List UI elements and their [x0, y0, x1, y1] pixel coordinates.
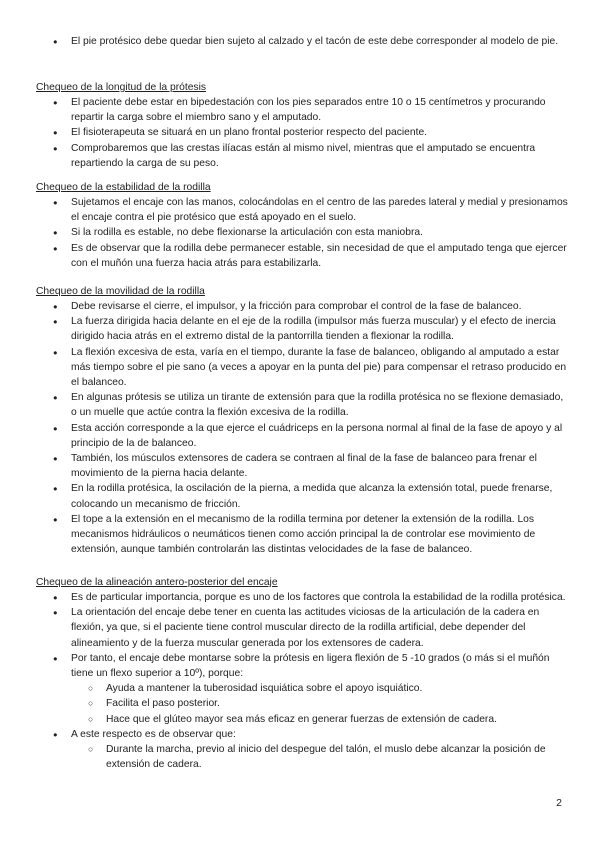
list-item: ● La flexión excesiva de esta, varía en el tiempo, durante la fase de balanceo, obligando al amputado a estar más tiempo sobre el pie sano (a veces a apoyar en la punta del pie) para compensar el retraso producido en el balanceo.: [0, 345, 600, 391]
list-item: ● También, los músculos extensores de cadera se contraen al final de la fase de balanceo para frenar el movimiento de la pierna hacia delante.: [0, 451, 600, 481]
list-item: ● El tope a la extensión en el mecanismo de la rodilla termina por detener la extensión de la rodilla. Los mecanismos hidráulicos o neumáticos tienen como acción principal la de controlar ese movimiento de extensión, aunque también controlarán las distintas velocidades de la fase de balanceo.: [0, 512, 600, 558]
list-item: ● En la rodilla protésica, la oscilación de la pierna, a medida que alcanza la extensión total, puede frenarse, colocando un mecanismo de fricción.: [0, 481, 600, 511]
sub-list-item: ○ Ayuda a mantener la tuberosidad isquiática sobre el apoyo isquiático.: [0, 681, 600, 696]
list-item: ● El pie protésico debe quedar bien sujeto al calzado y el tacón de este debe corresponder al modelo de pie.: [0, 34, 600, 49]
section-heading-estabilidad: Chequeo de la estabilidad de la rodilla: [36, 182, 211, 193]
list-item: ● El fisioterapeuta se situará en un plano frontal posterior respecto del paciente.: [0, 125, 600, 140]
sub-list-item: ○ Hace que el glúteo mayor sea más eficaz en generar fuerzas de extensión de cadera.: [0, 712, 600, 727]
section-list-movilidad: [0, 299, 600, 557]
list-item: ● Comprobaremos que las crestas ilíacas están al mismo nivel, mientras que el amputado se encuentra repartiendo la carga de su peso.: [0, 141, 600, 171]
sub-list-item: ○ Durante la marcha, previo al inicio del despegue del talón, el muslo debe alcanzar la posición de extensión de cadera.: [0, 742, 600, 772]
intro-list: [0, 34, 600, 49]
section-heading-alineacion: Chequeo de la alineación antero-posterior del encaje: [36, 577, 278, 588]
list-item: ● Esta acción corresponde a la que ejerce el cuádriceps en la persona normal al final de la fase de apoyo y al principio de la de balanceo.: [0, 421, 600, 451]
page-number: 2: [556, 797, 562, 809]
list-item: ● El paciente debe estar en bipedestación con los pies separados entre 10 o 15 centímetros y procurando repartir la carga sobre el miembro sano y el amputado.: [0, 95, 600, 125]
section-list-alineacion: [0, 590, 600, 772]
list-item: ● Debe revisarse el cierre, el impulsor, y la fricción para comprobar el control de la fase de balanceo.: [0, 299, 600, 314]
section-list-longitud: [0, 95, 600, 171]
list-item: ● Si la rodilla es estable, no debe flexionarse la articulación con esta maniobra.: [0, 225, 600, 240]
list-item: ● La orientación del encaje debe tener en cuenta las actitudes viciosas de la articulación de la cadera en flexión, ya que, si el paciente tiene control muscular directo de la rodilla artificial, debe depender del alineamiento y de la fuerza muscular generada por los extensores de cadera.: [0, 605, 600, 651]
sub-list-item: ○ Facilita el paso posterior.: [0, 696, 600, 711]
list-item: ● A este respecto es de observar que:: [0, 727, 600, 742]
list-item: ● Es de observar que la rodilla debe permanecer estable, sin necesidad de que el amputado tenga que ejercer con el muñón una fuerza hacia atrás para estabilizarla.: [0, 241, 600, 271]
section-heading-movilidad: Chequeo de la movilidad de la rodilla: [36, 286, 205, 297]
section-list-estabilidad: [0, 195, 600, 271]
list-item: ● En algunas prótesis se utiliza un tirante de extensión para que la rodilla protésica no se flexione demasiado, o un muelle que actúe contra la flexión excesiva de la rodilla.: [0, 390, 600, 420]
section-heading-longitud: Chequeo de la longitud de la prótesis: [36, 82, 207, 93]
list-item: ● Es de particular importancia, porque es uno de los factores que controla la estabilidad de la rodilla protésica.: [0, 590, 600, 605]
list-item: ● Por tanto, el encaje debe montarse sobre la prótesis en ligera flexión de 5 -10 grados (o más si el muñón tiene un flexo superior a 10º), porque:: [0, 651, 600, 681]
list-item: ● La fuerza dirigida hacia delante en el eje de la rodilla (impulsor más fuerza muscular) y el efecto de inercia dirigido hacia atrás en el extremo distal de la pantorrilla tienden a flexionar la rodilla.: [0, 314, 600, 344]
list-item: ● Sujetamos el encaje con las manos, colocándolas en el centro de las paredes lateral y medial y presionamos el encaje contra el pie protésico que está apoyado en el suelo.: [0, 195, 600, 225]
